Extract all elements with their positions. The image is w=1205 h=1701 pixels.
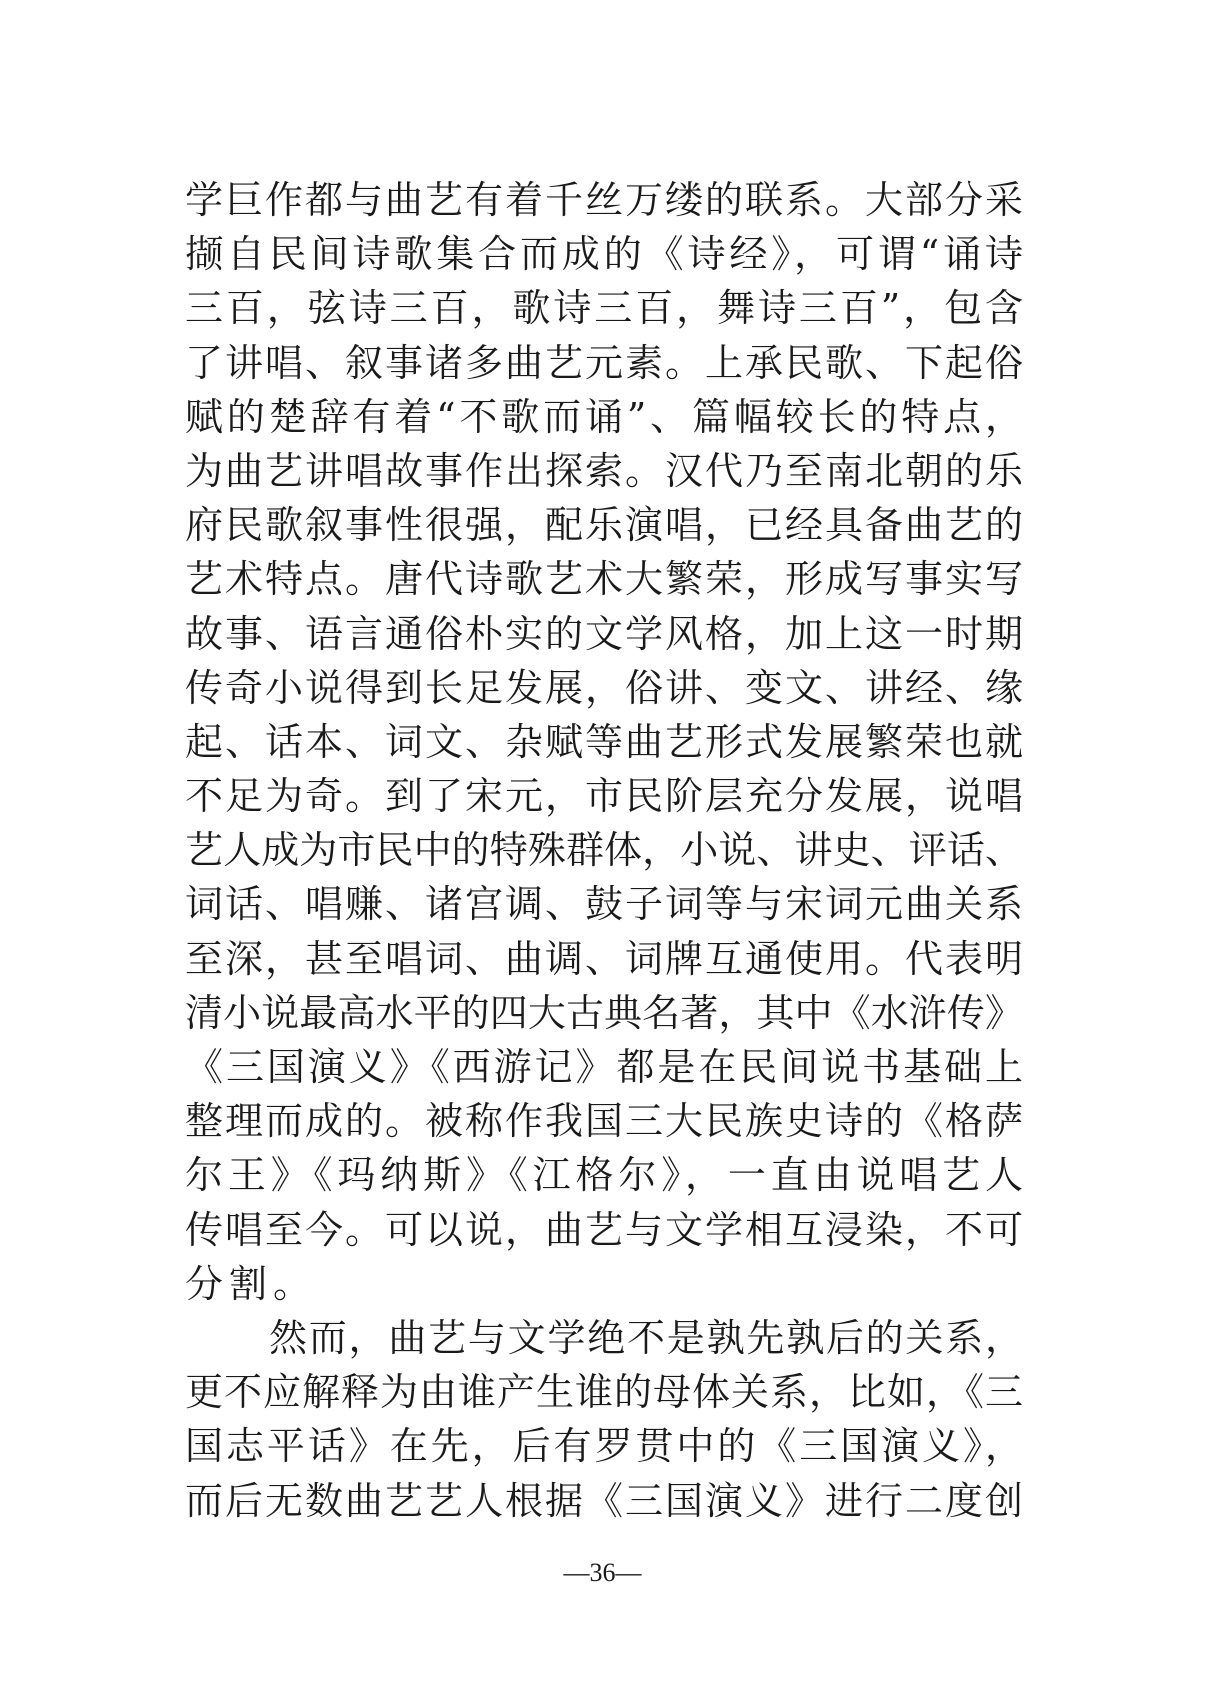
text-line: 为曲艺讲唱故事作出探索。汉代乃至南北朝的乐: [185, 448, 1023, 493]
text-line: 艺人成为市民中的特殊群体，小说、讲史、评话、: [185, 828, 1023, 873]
text-line: 撷自民间诗歌集合而成的《诗经》，可谓“诵诗: [185, 232, 1023, 277]
paragraph-2: [185, 1311, 1023, 1528]
text-line: 起、话本、词文、杂赋等曲艺形式发展繁荣也就: [185, 719, 1023, 764]
text-line: 国志平话》在先，后有罗贯中的《三国演义》，: [185, 1424, 1023, 1469]
text-line: 三百，弦诗三百，歌诗三百，舞诗三百”，包含: [185, 286, 1023, 331]
text-line: 故事、语言通俗朴实的文学风格，加上这一时期: [185, 611, 1023, 656]
text-line: 整理而成的。被称作我国三大民族史诗的《格萨: [185, 1099, 1023, 1144]
page-number: —36—: [563, 1558, 642, 1587]
text-line: 分割。: [185, 1261, 318, 1306]
text-line: 至深，甚至唱词、曲调、词牌互通使用。代表明: [185, 936, 1023, 981]
text-line: 传唱至今。可以说，曲艺与文学相互浸染，不可: [185, 1207, 1023, 1252]
text-line: 《三国演义》《西游记》都是在民间说书基础上: [185, 1045, 1023, 1089]
text-line: 而后无数曲艺艺人根据《三国演义》进行二度创: [185, 1478, 1023, 1523]
text-line: 赋的楚辞有着“不歌而诵”、篇幅较长的特点，: [185, 394, 1023, 439]
text-line: 传奇小说得到长足发展，俗讲、变文、讲经、缘: [185, 665, 1023, 710]
text-line: 尔王》《玛纳斯》《江格尔》，一直由说唱艺人: [185, 1153, 1023, 1198]
body-text: [185, 173, 1023, 1528]
text-line: 府民歌叙事性很强，配乐演唱，已经具备曲艺的: [185, 503, 1023, 548]
text-line: 不足为奇。到了宋元，市民阶层充分发展，说唱: [185, 774, 1023, 819]
text-line: 艺术特点。唐代诗歌艺术大繁荣，形成写事实写: [185, 557, 1023, 602]
paragraph-1: [185, 173, 1023, 1311]
text-line: 词话、唱赚、诸宫调、鼓子词等与宋词元曲关系: [185, 882, 1023, 927]
text-line: 学巨作都与曲艺有着千丝万缕的联系。大部分采: [185, 178, 1023, 222]
text-line: 了讲唱、叙事诸多曲艺元素。上承民歌、下起俗: [185, 340, 1023, 385]
text-line: 更不应解释为由谁产生谁的母体关系，比如，《三: [185, 1370, 1023, 1415]
text-line: 清小说最高水平的四大古典名著，其中《水浒传》: [185, 990, 1023, 1035]
text-line: 然而，曲艺与文学绝不是孰先孰后的关系，: [269, 1315, 1023, 1360]
